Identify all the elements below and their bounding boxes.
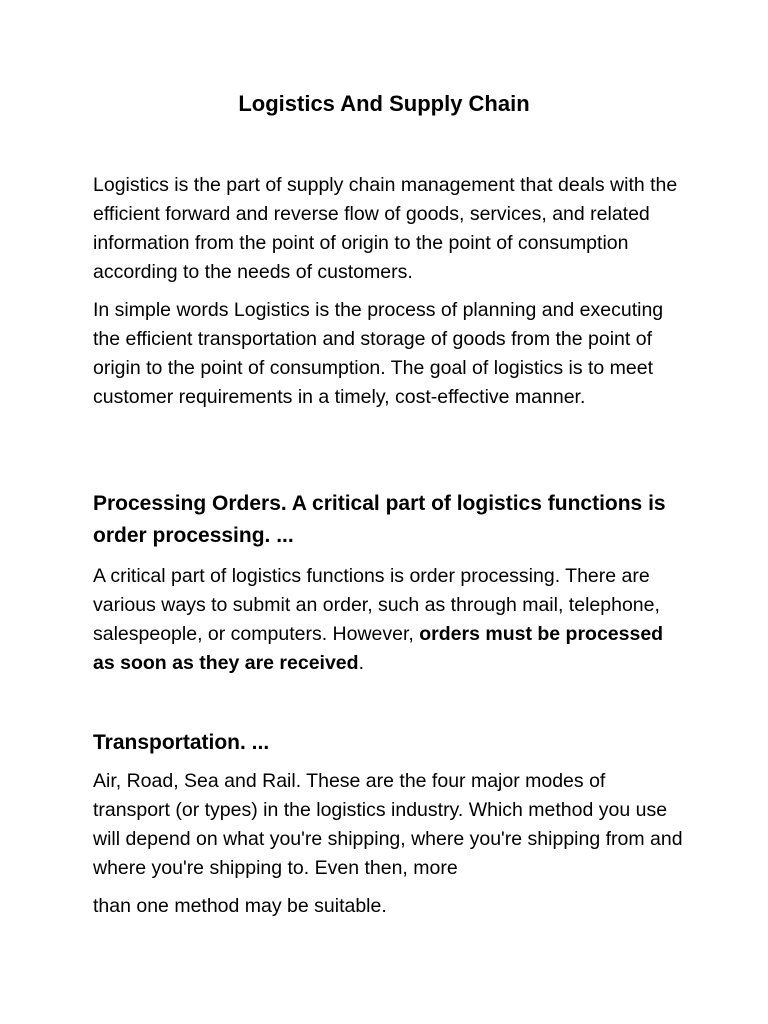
simple-words-paragraph: In simple words Logistics is the process of planning and executing the efficient transportation and storage of goods from the point of origin to the point of consumption. The goal of logistics is to meet customer requirements in a timely, cost-effective manner. [93, 299, 664, 408]
transportation-last-line: than one method may be suitable. [93, 895, 387, 917]
transportation-paragraph [93, 767, 683, 921]
intro-paragraph: Logistics is the part of supply chain management that deals with the efficient forward and reverse flow of goods, services, and related information from the point of origin to the point of consumption according to the needs of customers. [93, 174, 678, 283]
transportation-text: Air, Road, Sea and Rail. These are the four major modes of transport (or types) in the logistics industry. Which method you use will depend on what you're shipping, where you're shipping from and where you're shipping to. Even then, more [93, 770, 683, 879]
transportation-heading: Transportation. ... [93, 731, 270, 754]
processing-orders-heading: Processing Orders. A critical part of logistics functions is order processing. ... [93, 492, 666, 547]
processing-orders-emphasis: orders must be processed as soon as they are received [93, 623, 664, 674]
processing-orders-period: . [358, 652, 364, 674]
processing-orders-paragraph [93, 562, 683, 678]
document-title: Logistics And Supply Chain [238, 91, 530, 116]
processing-orders-text: A critical part of logistics functions is order processing. There are various ways to submit an order, such as through mail, telephone, salespeople, or computers. However, [93, 565, 660, 645]
